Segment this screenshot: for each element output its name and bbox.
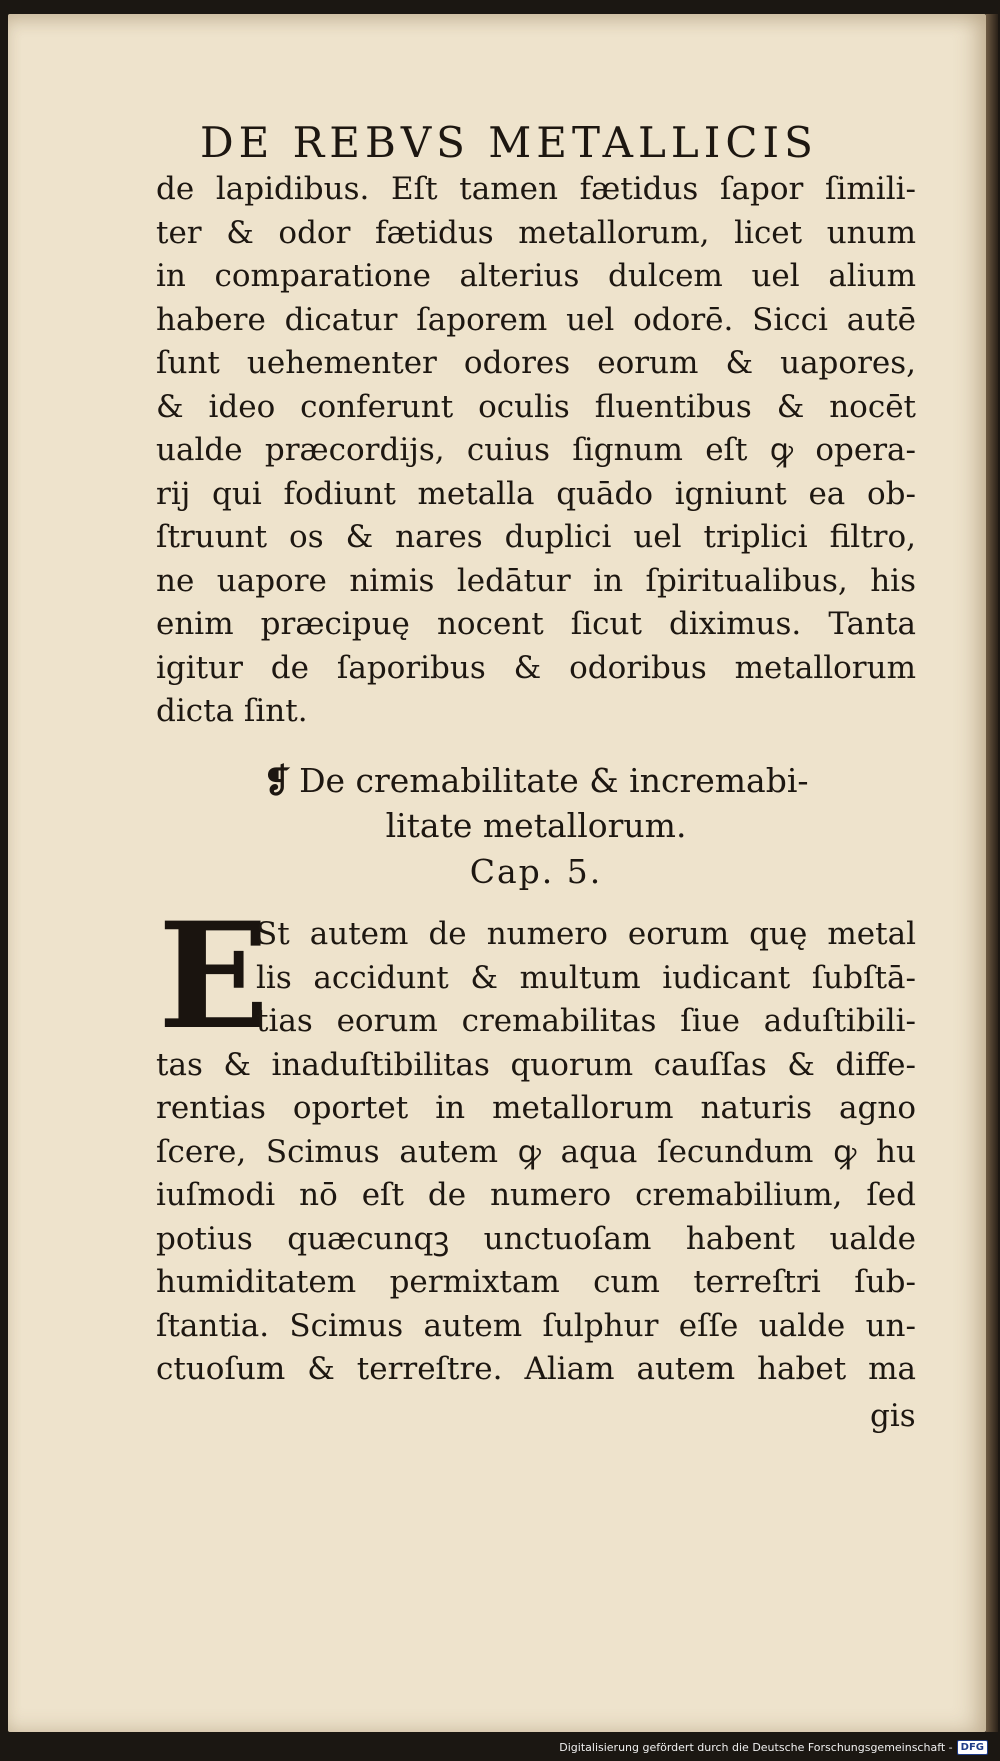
text-line: ter & odor fætidus metallorum, licet unum	[156, 214, 916, 251]
text-line: lis accidunt & multum iudicant ſubſtā-	[256, 959, 916, 996]
text-line: rij qui fodiunt metalla quādo igniunt ea ob-	[156, 475, 916, 512]
credit-text: Digitalisierung gefördert durch die Deutsche Forschungsgemeinschaft -	[559, 1740, 953, 1754]
text-line: habere dicatur ſaporem uel odorē. Sicci autē	[156, 301, 916, 338]
text-line: & ideo conferunt oculis fluentibus & nocēt	[156, 388, 916, 425]
text-line: ctuoſum & terreſtre. Aliam autem habet ma	[156, 1351, 916, 1387]
text-line: ualde præcordijs, cuius ſignum eſt ꝙ opera-	[156, 432, 916, 468]
chapter-heading	[156, 758, 916, 896]
chapter-title-line-2: litate metallorum.	[385, 806, 687, 845]
dfg-logo-icon: DFG	[957, 1740, 988, 1755]
text-line: iuſmodi nō eſt de numero cremabilium, ſed	[156, 1177, 916, 1213]
text-line: ſtantia. Scimus autem ſulphur eſſe ualde un-	[156, 1307, 916, 1344]
chapter-title-line-1	[156, 758, 916, 803]
text-line: ſtruunt os & nares duplici uel triplici filtro,	[156, 519, 916, 555]
text-line: igitur de ſaporibus & odoribus metallorum	[156, 649, 916, 686]
text-line: potius quæcunqꝫ unctuoſam habent ualde	[156, 1220, 916, 1257]
text-line: St autem de numero eorum quę metal	[256, 916, 916, 952]
text-line: humiditatem permixtam cum terreſtri ſub-	[156, 1264, 916, 1300]
text-line: dicta ſint.	[156, 693, 308, 729]
running-head: DE REBVS METALLICIS	[200, 118, 818, 167]
text-line: tas & inaduſtibilitas quorum cauſſas & diffe-	[156, 1046, 916, 1083]
drop-cap: E	[158, 891, 270, 1062]
text-line: ne uapore nimis ledātur in ſpiritualibus, his	[156, 562, 916, 599]
paragraph-1	[156, 168, 916, 734]
text-line: enim præcipuę nocent ſicut diximus. Tanta	[156, 606, 916, 642]
text-line: rentias oportet in metallorum naturis agno	[156, 1090, 916, 1126]
text-line: in comparatione alterius dulcem uel alium	[156, 258, 916, 294]
digitization-credit	[559, 1735, 988, 1759]
text-line: ſunt uehementer odores eorum & uapores,	[156, 345, 916, 381]
text-line: de lapidibus. Eſt tamen fætidus ſapor ſimili-	[156, 171, 916, 207]
text-line: ſcere, Scimus autem ꝙ aqua ſecundum ꝙ hu	[156, 1133, 916, 1170]
chapter-number: Cap. 5.	[469, 852, 603, 891]
text-line: tias eorum cremabilitas ſiue aduſtibili-	[256, 1003, 916, 1039]
catchword: gis	[870, 1398, 916, 1434]
paragraph-2	[156, 891, 916, 1392]
page-edge	[986, 14, 998, 1732]
pilcrow-icon: ❡	[263, 761, 292, 800]
chapter-title-text: De cremabilitate & incremabi-	[299, 761, 809, 800]
